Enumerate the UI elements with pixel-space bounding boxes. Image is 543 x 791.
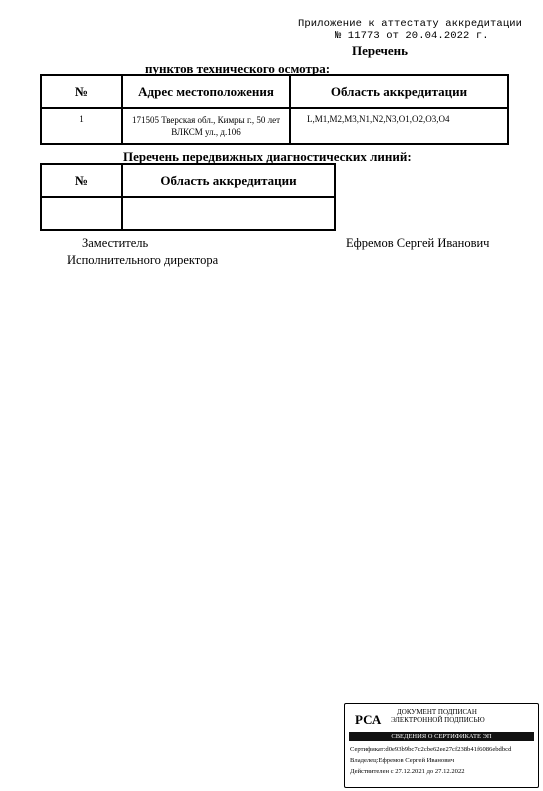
- certificate-number: № 11773 от 20.04.2022 г.: [335, 30, 489, 42]
- signatory-name: Ефремов Сергей Иванович: [346, 236, 490, 250]
- stamp-band: СВЕДЕНИЯ О СЕРТИФИКАТЕ ЭП: [349, 732, 534, 741]
- column-header-scope: Область аккредитации: [122, 164, 335, 197]
- empty-cell: [41, 197, 122, 230]
- column-header-number: №: [41, 75, 122, 108]
- column-header-address: Адрес местоположения: [122, 75, 290, 108]
- column-header-number: №: [41, 164, 122, 197]
- attachment-header: Приложение к аттестату аккредитации: [298, 18, 523, 30]
- stamp-heading: [391, 708, 485, 724]
- table-row: [41, 108, 508, 144]
- row-address: 171505 Тверская обл., Кимры г., 50 лет ВЛКСМ ул., д.106: [122, 108, 290, 144]
- rsa-logo: РСА: [355, 712, 382, 727]
- row-number: 1: [41, 108, 122, 144]
- mobile-lines-table: [40, 163, 336, 231]
- column-header-scope: Область аккредитации: [290, 75, 508, 108]
- stamp-owner: Владелец:Ефремов Сергей Иванович: [350, 757, 455, 764]
- table-row: [41, 197, 335, 230]
- section1-subtitle: пунктов технического осмотра:: [145, 61, 331, 76]
- signatory-position-line2: Исполнительного директора: [67, 253, 219, 267]
- stamp-heading-line1: ДОКУМЕНТ ПОДПИСАН: [397, 708, 477, 716]
- section2-title: Перечень передвижных диагностических линий:: [123, 149, 412, 164]
- stamp-validity: Действителен с 27.12.2021 до 27.12.2022: [350, 768, 465, 775]
- signatory-position: Заместитель: [82, 236, 149, 250]
- stamp-certificate: Сертификат:d0e93b9bc7c2cbe62ee27cf238b41f6086ebdbcd: [350, 746, 512, 753]
- inspection-points-table: [40, 74, 509, 145]
- row-scope: L,M1,M2,M3,N1,N2,N3,O1,O2,O3,O4: [290, 108, 508, 144]
- section1-title: Перечень: [352, 43, 409, 58]
- stamp-heading-line2: ЭЛЕКТРОННОЙ ПОДПИСЬЮ: [391, 716, 485, 724]
- electronic-signature-stamp: [344, 703, 539, 788]
- empty-cell: [122, 197, 335, 230]
